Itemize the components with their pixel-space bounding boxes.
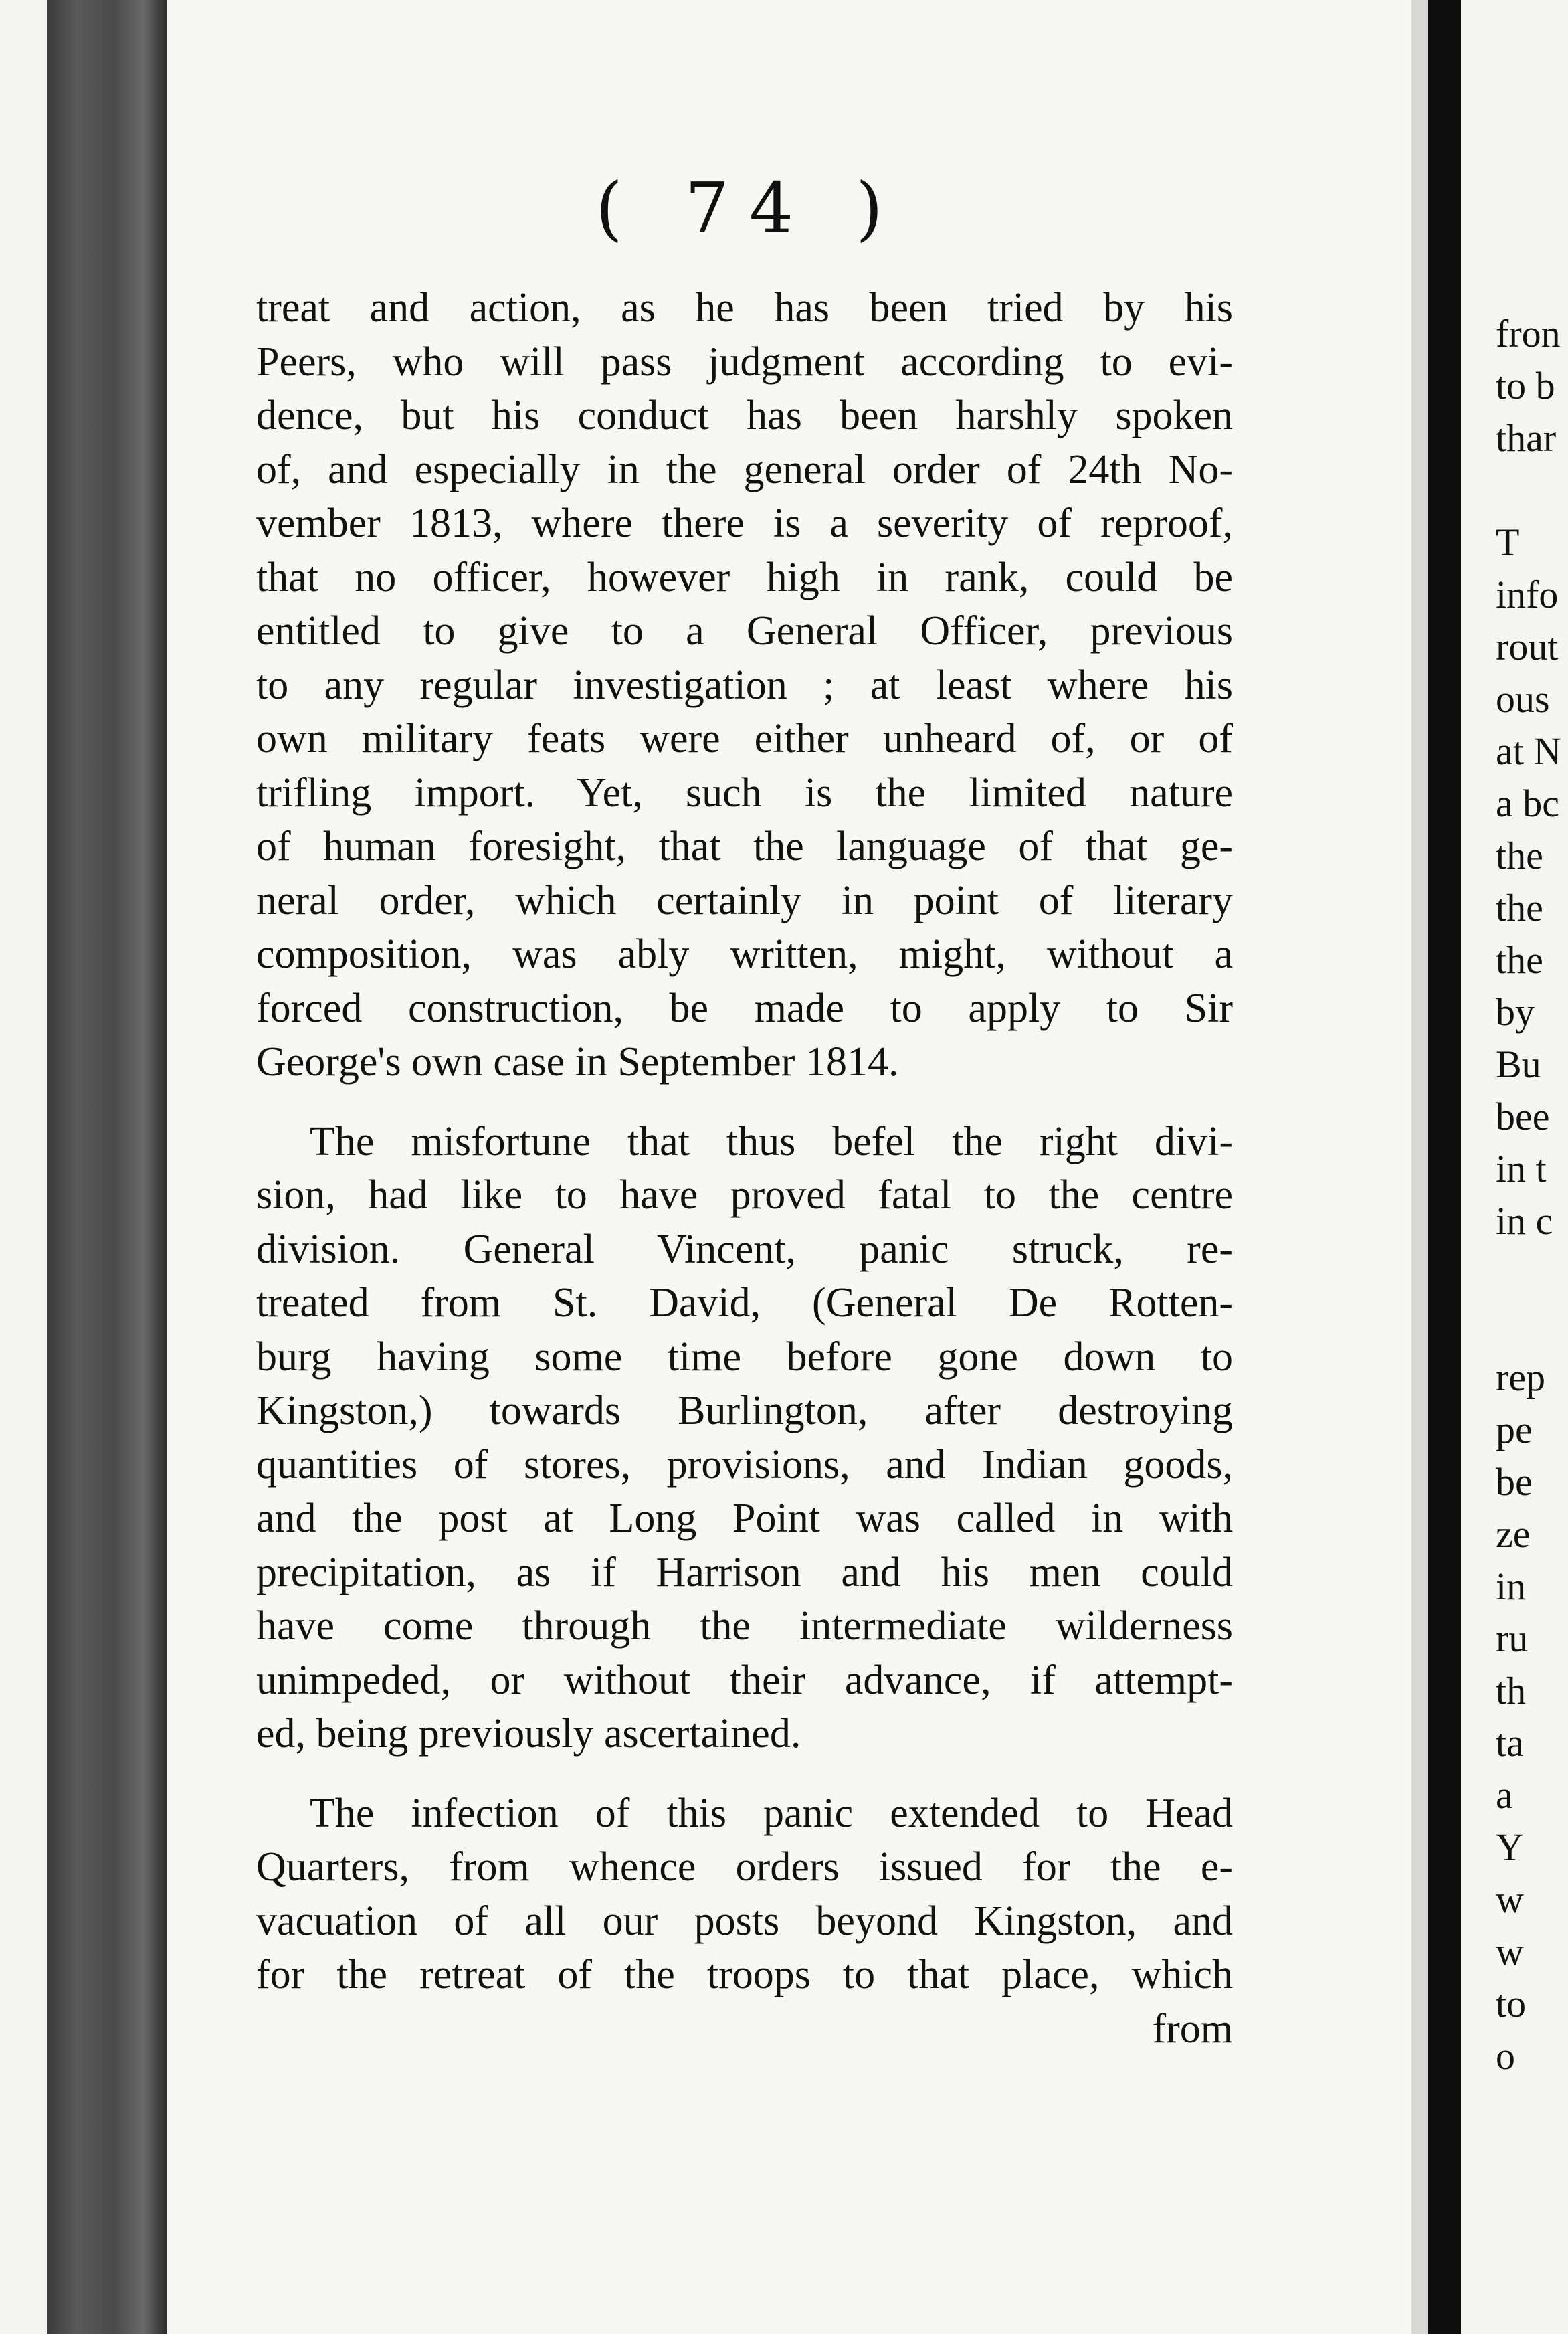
text-line: quantities of stores, provisions, and Indian goods,	[256, 1441, 1233, 1488]
facing-line: the	[1496, 834, 1543, 877]
text-line: Kingston,) towards Burlington, after destroying	[256, 1388, 1233, 1433]
paragraph-2	[256, 1115, 1233, 1761]
facing-line: in t	[1496, 1147, 1547, 1190]
text-line: have come through the intermediate wilderness	[256, 1603, 1233, 1649]
text-line: dence, but his conduct has been harshly spoken	[256, 393, 1233, 438]
text-line: treat and action, as he has been tried by his	[256, 285, 1233, 331]
facing-line: to b	[1496, 364, 1555, 408]
text-line: and the post at Long Point was called in with	[256, 1496, 1233, 1541]
facing-line: ru	[1496, 1617, 1529, 1660]
facing-line: the	[1496, 938, 1543, 982]
text-line: of human foresight, that the language of that ge-	[256, 824, 1233, 869]
facing-line: bee	[1496, 1095, 1550, 1138]
facing-line: the	[1496, 886, 1543, 929]
binding-edge	[0, 0, 47, 2334]
facing-line: rep	[1496, 1356, 1546, 1399]
facing-line: fron	[1496, 312, 1561, 355]
text-line: vember 1813, where there is a severity of reproof,	[256, 501, 1233, 546]
page-number: ( 74 )	[595, 167, 903, 249]
facing-line: pe	[1496, 1408, 1533, 1451]
facing-line: ous	[1496, 677, 1550, 721]
text-line: for the retreat of the troops to that place, which	[256, 1952, 1233, 1997]
text-line: The misfortune that thus befel the right divi-	[310, 1118, 1233, 1164]
text-line: composition, was ably written, might, without a	[256, 931, 1233, 977]
body-text	[256, 281, 1233, 2056]
facing-line: a	[1496, 1773, 1513, 1817]
facing-line: Bu	[1496, 1043, 1541, 1086]
text-line: forced construction, be made to apply to Sir	[256, 985, 1233, 1031]
text-line: own military feats were either unheard of, or of	[256, 716, 1233, 761]
facing-line: w	[1496, 1930, 1524, 1973]
paragraph-gap	[256, 1089, 1233, 1115]
facing-line	[1496, 464, 1568, 517]
catchword: from	[1152, 2005, 1233, 2052]
text-line: trifling import. Yet, such is the limited nature	[256, 770, 1233, 816]
text-line: Peers, who will pass judgment according to evi-	[256, 339, 1233, 385]
text-line: precipitation, as if Harrison and his men could	[256, 1549, 1233, 1595]
text-line: The infection of this panic extended to Head	[310, 1790, 1233, 1836]
facing-line	[1496, 1299, 1568, 1352]
text-line: George's own case in September 1814.	[256, 1039, 899, 1085]
facing-line: Y	[1496, 1825, 1524, 1869]
facing-line: to	[1496, 1982, 1527, 2026]
text-line: vacuation of all our posts beyond Kingston, and	[256, 1898, 1233, 1944]
facing-line: th	[1496, 1669, 1527, 1712]
facing-line	[1496, 1247, 1568, 1299]
text-line: entitled to give to a General Officer, previous	[256, 608, 1233, 654]
facing-line: be	[1496, 1460, 1533, 1504]
book-spine	[47, 0, 167, 2334]
text-line: unimpeded, or without their advance, if attempt-	[256, 1657, 1233, 1703]
text-line: to any regular investigation ; at least where his	[256, 662, 1233, 708]
text-line: of, and especially in the general order of 24th No-	[256, 446, 1233, 492]
facing-line: in	[1496, 1564, 1527, 1608]
facing-line: ta	[1496, 1721, 1524, 1765]
facing-line: info	[1496, 573, 1559, 616]
text-line: neral order, which certainly in point of literary	[256, 877, 1233, 923]
facing-line: a bc	[1496, 782, 1559, 825]
facing-line: thar	[1496, 416, 1557, 460]
facing-line: T	[1496, 521, 1520, 564]
paragraph-1	[256, 281, 1233, 1089]
gutter-shadow	[1411, 0, 1428, 2334]
facing-line: o	[1496, 2034, 1515, 2078]
text-line: Quarters, from whence orders issued for the e-	[256, 1844, 1233, 1890]
paragraph-3	[256, 1787, 1233, 2056]
text-line: treated from St. David, (General De Rotten-	[256, 1280, 1233, 1326]
facing-line: w	[1496, 1878, 1524, 1921]
facing-line: by	[1496, 990, 1535, 1034]
text-line: burg having some time before gone down to	[256, 1334, 1233, 1380]
facing-page-text	[1496, 308, 1568, 2082]
facing-line: in c	[1496, 1199, 1553, 1243]
facing-line: at N	[1496, 729, 1562, 773]
facing-line: ze	[1496, 1512, 1531, 1556]
facing-line: rout	[1496, 625, 1559, 668]
text-line: ed, being previously ascertained.	[256, 1711, 801, 1757]
gutter-fold	[1428, 0, 1461, 2334]
paragraph-gap	[256, 1761, 1233, 1787]
text-line: sion, had like to have proved fatal to the centre	[256, 1172, 1233, 1218]
text-line: that no officer, however high in rank, could be	[256, 554, 1233, 600]
text-line: division. General Vincent, panic struck, re-	[256, 1226, 1233, 1272]
